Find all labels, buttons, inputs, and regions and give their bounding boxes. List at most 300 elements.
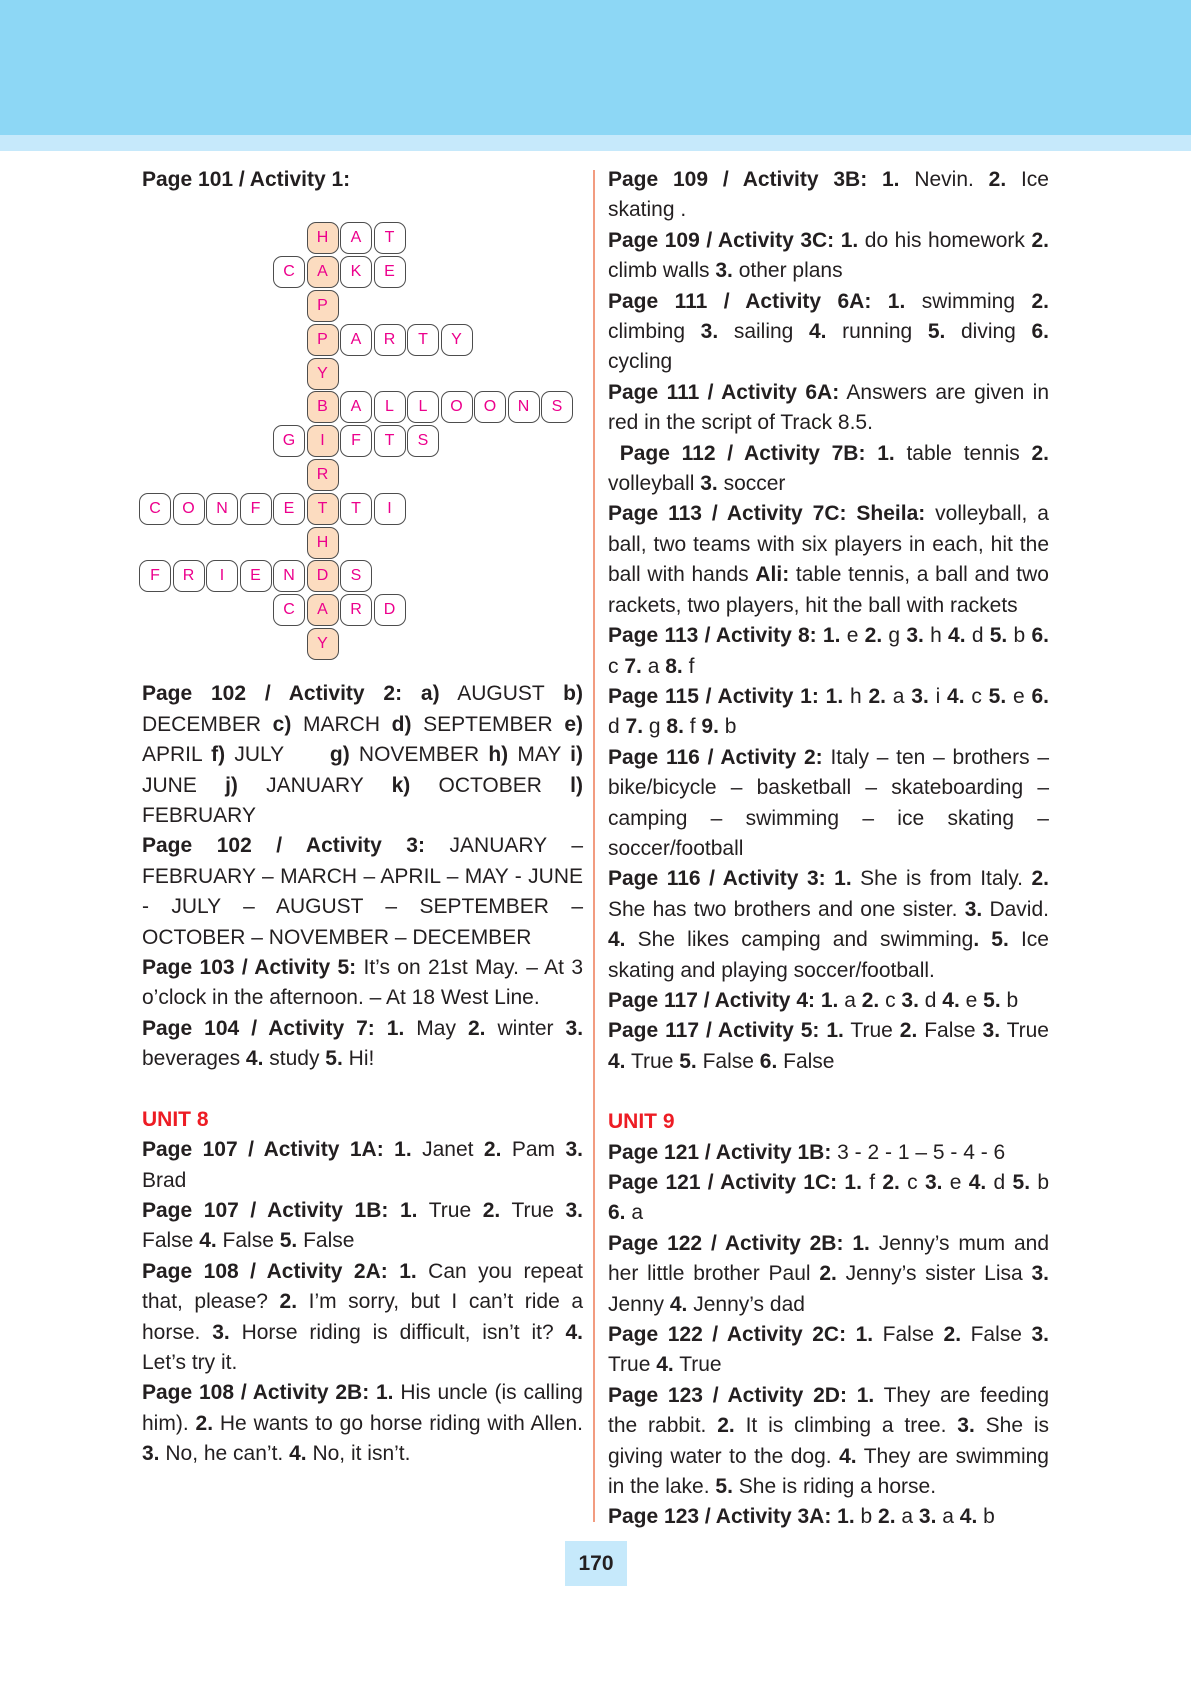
item-value: g [643, 715, 667, 739]
answer-heading: Page 113 / Activity 8: [608, 624, 817, 648]
item-number: 2. [943, 1323, 962, 1347]
item-value: c [964, 684, 989, 708]
item-value: She is giving water to the dog. [608, 1414, 1049, 1468]
answer-p107-a1b [142, 1196, 583, 1257]
column-divider [593, 170, 595, 1522]
answer-p122-a2c [608, 1320, 1049, 1381]
item-number: 3. [565, 1198, 583, 1222]
item-value: a [838, 988, 862, 1012]
item-number: 1. [834, 228, 859, 252]
answer-heading: Page 109 / Activity 3C: [608, 228, 835, 252]
answer-heading: Page 102 / Activity 2: [142, 682, 403, 706]
item-number: 4. [808, 320, 827, 344]
item-value: It is climbing a tree. [734, 1414, 958, 1438]
answer-p121-a1c [608, 1168, 1049, 1229]
item-value: True [673, 1353, 722, 1377]
crossword-cell: I [307, 425, 339, 457]
crossword-cell: S [407, 425, 439, 457]
item-number: 2. [861, 988, 880, 1012]
item-value: Jenny [608, 1292, 670, 1316]
item-value: AUGUST [439, 682, 564, 706]
item-number: 4. [948, 624, 966, 648]
crossword-cell: C [139, 493, 171, 525]
spacer [142, 1075, 583, 1105]
item-value: beverages [142, 1047, 246, 1071]
item-value: diving [945, 320, 1032, 344]
item-number: 4. [968, 1171, 987, 1194]
item-value: DECEMBER [142, 712, 273, 736]
item-value: climb walls [608, 259, 716, 283]
item-value: d [918, 988, 943, 1012]
item-value: MARCH [291, 712, 392, 736]
item-value: table tennis, a ball and two rackets, two players, hit the ball with rackets [608, 563, 1049, 617]
item-number: 4. [669, 1292, 688, 1316]
answer-heading: Page 116 / Activity 2: [608, 745, 823, 769]
crossword-cell: S [541, 391, 573, 423]
item-value: No, it isn’t. [306, 1442, 411, 1466]
item-number: 2. [882, 1171, 900, 1194]
item-number: 6. [759, 1049, 778, 1073]
item-number: 1. [871, 289, 906, 313]
item-number: 6. [1031, 624, 1049, 648]
right-column [608, 165, 1049, 1533]
item-number: 3. [911, 684, 929, 708]
answer-heading: Page 102 / Activity 3: [142, 834, 425, 858]
answer-p117-a5 [608, 1016, 1049, 1077]
item-label: d) [391, 712, 412, 736]
item-value: do his homework [858, 228, 1032, 252]
item-number: 2. [717, 1414, 735, 1438]
left-column [142, 165, 583, 1470]
item-value: Can you repeat that, please? [142, 1259, 583, 1314]
item-value: His uncle (is calling him). [142, 1381, 583, 1435]
item-number: 1. [867, 168, 900, 191]
item-number: 7. [625, 715, 644, 739]
item-value: OCTOBER [410, 773, 571, 797]
item-number: 1. [369, 1381, 394, 1405]
item-value: h [843, 684, 869, 708]
item-label: h) [488, 743, 509, 767]
item-value: False [777, 1049, 835, 1073]
answer-text: JANUARY – FEBRUARY – MARCH – APRIL – MAY - JUNE - JULY – AUGUST – SEPTEMBER – OCTOBER – NOVEMBER – DECEMBER [142, 834, 584, 949]
item-value: d [608, 715, 626, 739]
unit-9-heading: UNIT 9 [608, 1110, 675, 1134]
crossword-cell: D [307, 560, 339, 592]
item-number: 4. [656, 1353, 674, 1377]
answer-heading: Page 101 / Activity 1: [142, 168, 351, 191]
item-label: c) [272, 712, 292, 736]
item-value: Horse riding is difficult, isn’t it? [229, 1320, 566, 1344]
crossword-cell: R [307, 459, 339, 491]
crossword-cell: D [374, 594, 406, 626]
item-value: FEBRUARY [142, 804, 256, 828]
item-value: volleyball, a ball, two teams with six players in each, hit the ball with hands [608, 502, 1049, 587]
crossword-cell: F [340, 425, 372, 457]
item-value: Let’s try it. [142, 1350, 238, 1374]
item-value: b [1000, 988, 1019, 1012]
item-number: 1. [837, 1171, 862, 1194]
item-value: e [942, 1171, 969, 1194]
item-value: Jenny’s sister Lisa [836, 1262, 1032, 1286]
crossword-cell: T [374, 425, 406, 457]
answer-heading: Page 113 / Activity 7C: [608, 502, 847, 526]
crossword-cell: H [307, 222, 339, 254]
item-value: table tennis [894, 441, 1032, 465]
answer-p122-a2b [608, 1229, 1049, 1320]
item-value: False [142, 1229, 200, 1253]
item-value: study [263, 1047, 326, 1071]
item-number: 4. [947, 684, 965, 708]
item-value: f [683, 715, 702, 739]
header-subband [0, 135, 1191, 151]
answer-p113-a8 [608, 621, 1049, 682]
answer-heading: Page 123 / Activity 3A: [608, 1505, 832, 1529]
item-value: Pam [501, 1138, 566, 1162]
crossword-cell: R [173, 560, 205, 592]
item-number: 1. [843, 1231, 870, 1255]
answer-heading: Page 107 / Activity 1A: [142, 1138, 384, 1162]
item-number: 4. [199, 1229, 217, 1253]
crossword-cell: T [340, 493, 372, 525]
answer-p101-a1 [142, 165, 583, 195]
answer-p111-a6a-note [608, 378, 1049, 439]
speaker-label: Sheila: [846, 502, 926, 526]
item-value: JULY [225, 743, 293, 767]
crossword-cell: P [307, 324, 339, 356]
item-number: 5. [715, 1475, 733, 1499]
crossword-cell: R [340, 594, 372, 626]
item-number: 5. [679, 1049, 697, 1073]
crossword-cell: I [374, 493, 406, 525]
item-number: 3. [918, 1505, 937, 1529]
item-value: JUNE [142, 773, 226, 797]
item-number: 2. [1031, 867, 1049, 891]
item-number: 5. [325, 1047, 343, 1071]
item-value: h [923, 624, 949, 648]
crossword-cell: T [374, 222, 406, 254]
crossword-cell: S [340, 560, 372, 592]
crossword-cell: F [240, 493, 272, 525]
item-number: 5. [1012, 1171, 1031, 1194]
item-value: SEPTEMBER [411, 712, 565, 736]
item-number: 5. [989, 624, 1008, 648]
item-number: 5. [979, 928, 1009, 952]
item-label: g) [329, 743, 350, 767]
item-value: True [1000, 1019, 1049, 1043]
item-number: 1. [388, 1198, 418, 1222]
answer-p111-a6a [608, 287, 1049, 378]
item-number: 1. [383, 1138, 412, 1162]
item-number: 4. [608, 928, 626, 952]
answer-p123-a2d [608, 1381, 1049, 1503]
item-label: e) [564, 712, 583, 736]
answer-p109-a3c [608, 226, 1049, 287]
item-value: No, he can’t. [159, 1442, 290, 1466]
answer-heading: Page 121 / Activity 1B: [608, 1140, 832, 1164]
item-value: She is riding a horse. [732, 1475, 937, 1499]
crossword-cell: G [273, 425, 305, 457]
item-value: She is from Italy. [851, 867, 1032, 891]
item-value: True [417, 1198, 483, 1222]
item-value: b [854, 1505, 879, 1529]
crossword-cell: T [407, 324, 439, 356]
item-number: 1. [846, 1323, 874, 1347]
answer-p109-a3b [608, 165, 1049, 226]
crossword-cell: Y [307, 358, 339, 390]
crossword-cell: H [307, 527, 339, 559]
item-number: 3. [715, 259, 733, 283]
crossword-cell: L [407, 391, 439, 423]
crossword-cell: O [474, 391, 506, 423]
item-number: 3. [1031, 1262, 1049, 1286]
crossword-cell: O [173, 493, 205, 525]
item-number: 9. [701, 715, 719, 739]
item-number: 8. [666, 715, 684, 739]
item-value: They are feeding the rabbit. [608, 1383, 1049, 1438]
crossword-cell: B [307, 391, 339, 423]
item-value: Brad [142, 1168, 187, 1192]
item-value: running [826, 320, 928, 344]
item-value: APRIL [142, 743, 212, 767]
item-value: a [936, 1505, 960, 1529]
item-number: 3. [982, 1019, 1001, 1043]
item-number: 2. [482, 1198, 501, 1222]
item-value: Jenny’s dad [687, 1292, 805, 1316]
spacer [608, 1077, 1049, 1107]
item-value: d [965, 624, 990, 648]
item-number: 1. [819, 1019, 844, 1043]
item-number: 6. [608, 1201, 626, 1225]
item-number: 3. [1031, 1323, 1049, 1347]
answer-heading: Page 111 / Activity 6A: [608, 380, 840, 404]
item-number: 4. [608, 1049, 626, 1073]
crossword-cell: R [374, 324, 406, 356]
item-value: a [895, 1505, 919, 1529]
item-value: b [1007, 624, 1032, 648]
item-label: k) [391, 773, 411, 797]
item-number: 2. [279, 1290, 298, 1314]
item-number: 3. [212, 1320, 230, 1344]
crossword-cell: O [441, 391, 473, 423]
answer-heading: Page 112 / Activity 7B: [619, 441, 866, 465]
item-value: NOVEMBER [349, 743, 489, 767]
item-number: 3. [700, 320, 719, 344]
item-value: True [625, 1049, 680, 1073]
item-number: 5. [988, 684, 1007, 708]
item-number: 3. [565, 1016, 584, 1040]
answer-p113-a7c [608, 499, 1049, 621]
item-label: f) [211, 743, 226, 767]
item-value: May [404, 1016, 468, 1040]
item-label: j) [225, 773, 238, 797]
crossword-cell: P [307, 290, 339, 322]
item-value: i [928, 684, 948, 708]
item-value: c [879, 988, 902, 1012]
item-value: b [718, 715, 737, 739]
item-number: 2. [988, 168, 1007, 191]
item-number: 5. [279, 1229, 298, 1253]
item-number: 2. [868, 684, 886, 708]
crossword-cell: N [206, 493, 238, 525]
item-number: 1. [825, 867, 852, 891]
answer-heading: Page 117 / Activity 4: [608, 988, 815, 1012]
item-number: 1. [865, 441, 895, 465]
item-value: climbing [608, 320, 701, 344]
item-value: True [500, 1198, 566, 1222]
item-value: e [840, 624, 865, 648]
answer-p123-a3a [608, 1502, 1049, 1532]
item-value: He wants to go horse riding with Allen. [213, 1411, 583, 1435]
item-number: 1. [387, 1259, 417, 1283]
answer-heading: Page 103 / Activity 5: [142, 956, 357, 980]
answer-heading: Page 108 / Activity 2A: [142, 1259, 388, 1283]
item-value: Janet [411, 1138, 484, 1162]
item-number: 8. [665, 654, 683, 678]
answer-text: It’s on 21st May. – At 3 o’clock in the afternoon. – At 18 West Line. [142, 956, 583, 1010]
crossword-cell: A [307, 594, 339, 626]
item-number: 3. [957, 1414, 975, 1438]
item-value: She has two brothers and one sister. [608, 897, 965, 921]
item-number: 6. [1031, 320, 1049, 344]
item-number: 3. [906, 624, 924, 648]
item-number: 3. [700, 472, 718, 496]
answer-text: Answers are given in red in the script of Track 8.5. [608, 380, 1049, 435]
item-number: 4. [942, 988, 960, 1012]
item-number: 3. [901, 988, 919, 1012]
header-band [0, 0, 1191, 135]
answer-p108-a2b [142, 1378, 583, 1469]
answer-heading: Page 115 / Activity 1: [608, 684, 819, 708]
crossword-cell: A [340, 222, 372, 254]
crossword-cell: Y [441, 324, 473, 356]
item-value: e [1006, 684, 1032, 708]
item-value: False [297, 1229, 355, 1253]
unit-8-heading: UNIT 8 [142, 1107, 209, 1131]
answer-p107-a1a [142, 1135, 583, 1196]
crossword-cell: E [374, 256, 406, 288]
crossword-cell: F [139, 560, 171, 592]
answer-heading: Page 122 / Activity 2C: [608, 1323, 847, 1347]
item-value: They are swimming in the lake. [608, 1444, 1049, 1499]
item-value: Ice skating . [608, 168, 1049, 222]
item-number: 2. [899, 1019, 918, 1043]
answer-heading: Page 117 / Activity 5: [608, 1019, 820, 1043]
crossword-cell: A [340, 324, 372, 356]
item-number: 7. [624, 654, 642, 678]
item-value: d [986, 1171, 1013, 1194]
item-number: 3. [565, 1138, 583, 1162]
item-value: Hi! [342, 1047, 375, 1071]
crossword-cell: N [273, 560, 305, 592]
item-value: b [1030, 1171, 1050, 1194]
answer-p112-a7b [608, 439, 1049, 500]
answer-p121-a1b [608, 1138, 1049, 1168]
answer-p117-a4 [608, 986, 1049, 1016]
answer-p102-a2 [142, 679, 583, 831]
item-value: cycling [608, 350, 673, 374]
item-number: 3. [142, 1442, 160, 1466]
answer-text: 3 - 2 - 1 – 5 - 4 - 6 [831, 1140, 1006, 1164]
answer-p104-a7 [142, 1014, 583, 1075]
item-number: 4. [959, 1505, 978, 1529]
item-number: 1. [831, 1505, 855, 1529]
item-value: winter [485, 1016, 566, 1040]
item-number: 2. [878, 1505, 896, 1529]
item-value: I’m sorry, but I can’t ride a horse. [142, 1290, 584, 1344]
item-number: 1. [815, 988, 839, 1012]
answer-heading: Page 111 / Activity 6A: [608, 289, 872, 313]
crossword-cell: A [307, 256, 339, 288]
answer-heading: Page 107 / Activity 1B: [142, 1198, 389, 1222]
item-number: 3. [924, 1171, 943, 1194]
item-value: MAY [508, 743, 571, 767]
page-number: 170 [565, 1541, 627, 1586]
crossword-cell: I [206, 560, 238, 592]
speaker-label: Ali: [755, 563, 790, 587]
item-value: False [873, 1323, 944, 1347]
crossword-cell: A [340, 391, 372, 423]
item-value: David. [982, 897, 1049, 921]
item-value: c [608, 654, 625, 678]
crossword-cell: T [307, 493, 339, 525]
item-number: 2. [864, 624, 883, 648]
answer-heading: Page 121 / Activity 1C: [608, 1171, 838, 1194]
item-value: f [861, 1171, 883, 1194]
answer-p103-a5 [142, 953, 583, 1014]
crossword-cell: E [240, 560, 272, 592]
item-value: c [899, 1171, 925, 1194]
crossword-cell: N [508, 391, 540, 423]
crossword-cell: K [340, 256, 372, 288]
item-number: 4. [839, 1444, 857, 1468]
punctuation: . [973, 928, 980, 952]
item-value: a [625, 1201, 644, 1225]
item-label: a) [420, 682, 440, 706]
item-label: l) [570, 773, 583, 797]
item-number: 1. [374, 1016, 405, 1040]
item-value: JANUARY [237, 773, 392, 797]
item-value: False [961, 1323, 1032, 1347]
item-number: 5. [927, 320, 946, 344]
crossword-cell: C [273, 594, 305, 626]
item-number: 2. [1031, 289, 1049, 313]
item-value: False [696, 1049, 760, 1073]
item-label: i) [570, 743, 583, 767]
item-number: 5. [983, 988, 1001, 1012]
item-value: soccer [717, 472, 786, 496]
item-value: a [641, 654, 666, 678]
item-number: 2. [819, 1262, 837, 1286]
item-number: 2. [1031, 228, 1049, 252]
crossword-cell: C [273, 256, 305, 288]
answer-p108-a2a [142, 1257, 583, 1379]
item-value: b [977, 1505, 995, 1529]
item-value: False [216, 1229, 280, 1253]
item-number: 6. [1031, 684, 1049, 708]
answer-heading: Page 122 / Activity 2B: [608, 1231, 844, 1255]
item-value: a [885, 684, 912, 708]
item-number: 1. [846, 1383, 875, 1407]
crossword-cell: E [273, 493, 305, 525]
crossword-cell: L [374, 391, 406, 423]
answer-heading: Page 104 / Activity 7: [142, 1016, 375, 1040]
item-number: 1. [816, 624, 841, 648]
item-value: False [917, 1019, 983, 1043]
answer-p102-a3 [142, 831, 583, 953]
answer-p116-a3 [608, 864, 1049, 986]
item-value: Ice skating and playing soccer/football. [608, 928, 1049, 982]
item-number: 2. [1031, 441, 1049, 465]
